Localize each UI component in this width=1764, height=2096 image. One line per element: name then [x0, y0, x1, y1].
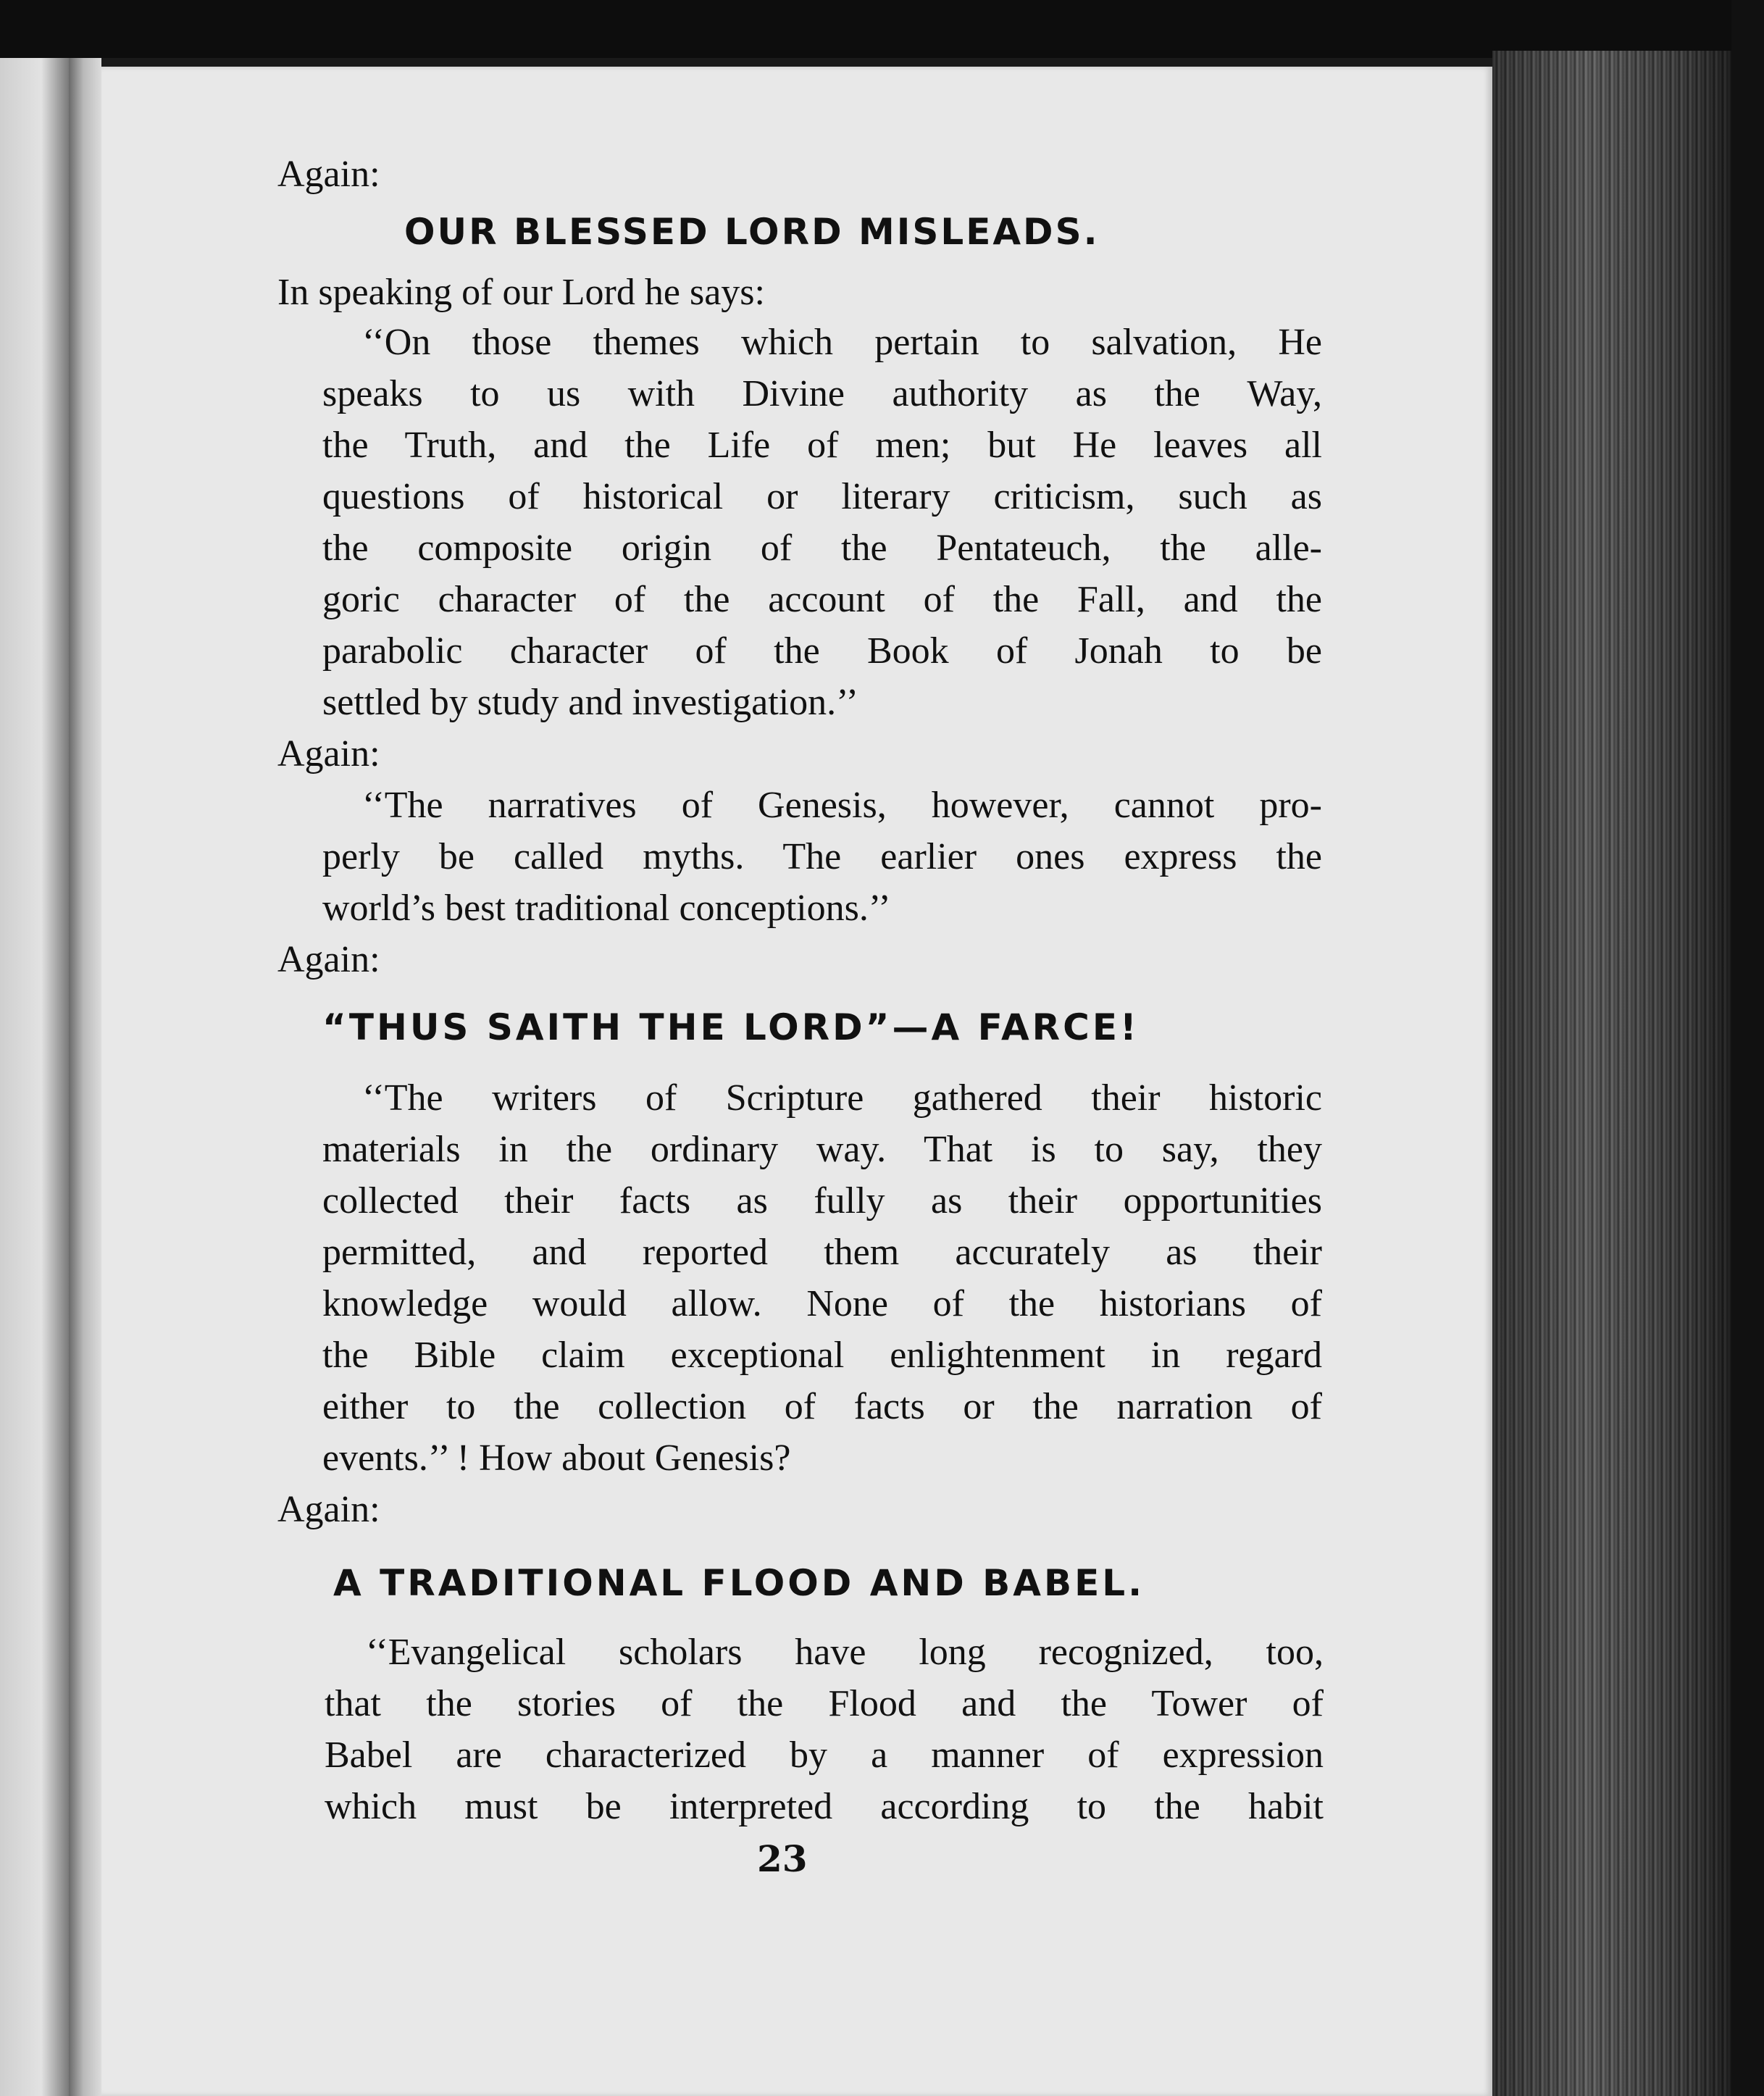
label-again: Again: — [277, 1489, 380, 1530]
section-heading: A TRADITIONAL FLOOD AND BABEL. — [333, 1562, 1145, 1604]
section-heading: “THUS SAITH THE LORD”—A FARCE! — [322, 1006, 1140, 1048]
label-again: Again: — [277, 733, 380, 774]
top-dark-band — [0, 0, 1764, 58]
quote-line: permitted, and reported them accurately as their — [322, 1232, 1322, 1273]
quote-line: questions of historical or literary criticism, such as — [322, 476, 1322, 517]
quote-line: ‘‘The narratives of Genesis, however, cannot pro- — [362, 785, 1322, 826]
label-again: Again: — [277, 154, 380, 195]
book-gutter — [69, 58, 101, 2096]
quote-line: settled by study and investigation.’’ — [322, 682, 858, 723]
quote-line: ‘‘The writers of Scripture gathered their historic — [362, 1077, 1322, 1119]
section-heading: OUR BLESSED LORD MISLEADS. — [404, 211, 1100, 253]
quote-line: materials in the ordinary way. That is to say, they — [322, 1129, 1322, 1170]
quote-line: the Bible claim exceptional enlightenment in regard — [322, 1335, 1322, 1376]
quote-line: world’s best traditional conceptions.’’ — [322, 888, 891, 929]
page-edges-shade — [1492, 51, 1731, 2096]
quote-line: Babel are characterized by a manner of expression — [325, 1734, 1324, 1776]
right-dark-border — [1731, 0, 1764, 2096]
label-again: Again: — [277, 939, 380, 980]
quote-line: which must be interpreted according to the habit — [325, 1786, 1324, 1827]
quote-line: parabolic character of the Book of Jonah to be — [322, 630, 1322, 672]
quote-line: the Truth, and the Life of men; but He leaves all — [322, 425, 1322, 466]
adjacent-page-sliver — [0, 58, 69, 2096]
quote-line: knowledge would allow. None of the historians of — [322, 1283, 1322, 1324]
quote-line: perly be called myths. The earlier ones express the — [322, 836, 1322, 877]
quote-line: goric character of the account of the Fall, and the — [322, 579, 1322, 620]
page-number: 23 — [757, 1837, 808, 1880]
quote-line: either to the collection of facts or the narration of — [322, 1386, 1322, 1427]
quote-line: events.’’ ! How about Genesis? — [322, 1437, 791, 1479]
quote-line: that the stories of the Flood and the Tower of — [325, 1683, 1324, 1724]
quote-line: collected their facts as fully as their opportunities — [322, 1180, 1322, 1222]
quote-line: the composite origin of the Pentateuch, the alle- — [322, 527, 1322, 569]
quote-line: speaks to us with Divine authority as the Way, — [322, 373, 1322, 414]
intro-line: In speaking of our Lord he says: — [277, 272, 765, 313]
quote-line: ‘‘Evangelical scholars have long recognized, too, — [366, 1632, 1324, 1673]
quote-line: ‘‘On those themes which pertain to salvation, He — [362, 322, 1322, 363]
